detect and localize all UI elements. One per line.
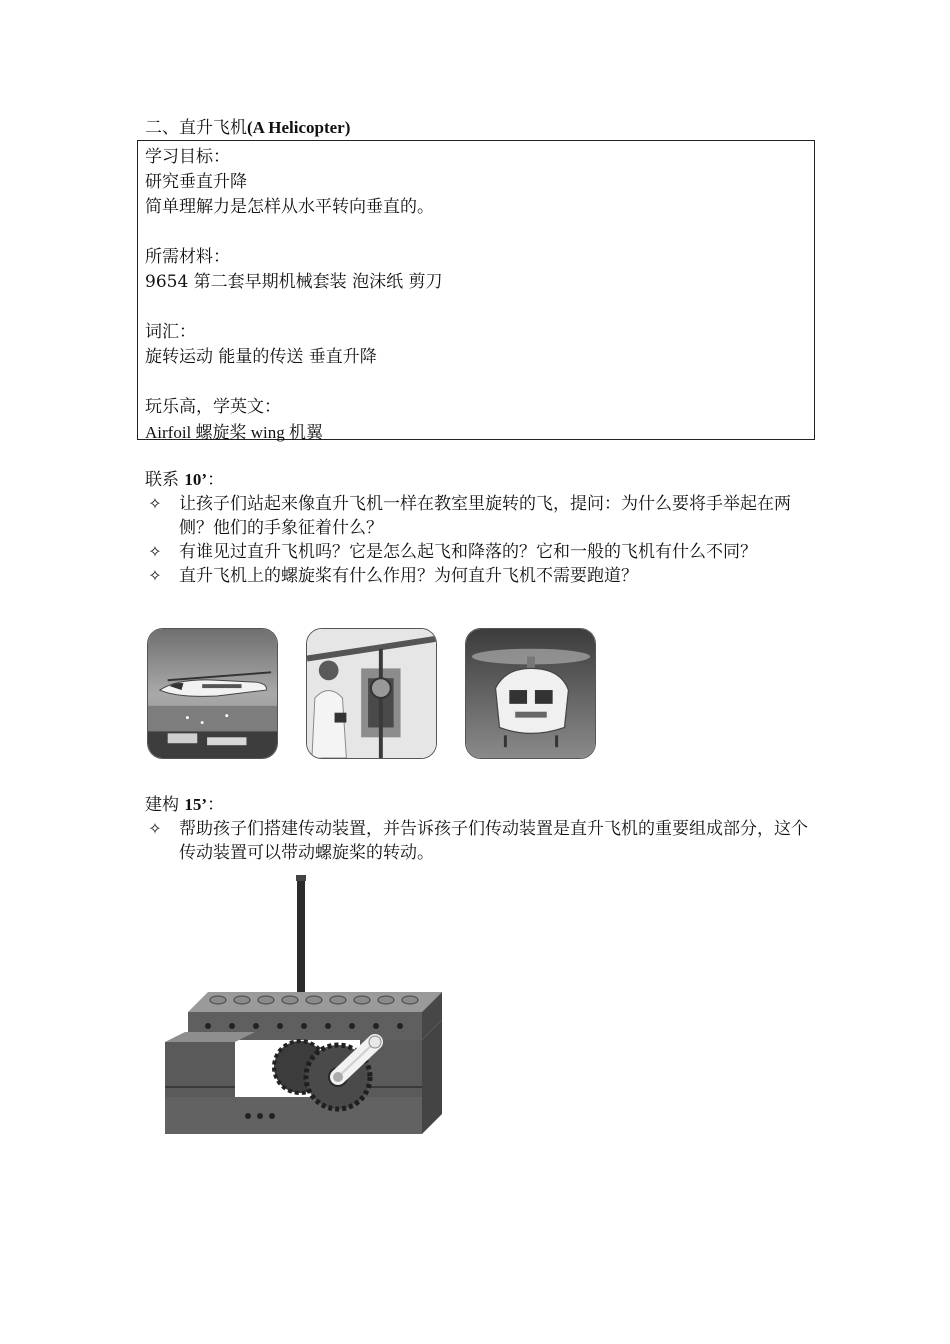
goal-item-1: 研究垂直升降 <box>145 172 247 192</box>
connect-item-1: ✧ 让孩子们站起来像直升飞机一样在教室里旋转的飞，提问：为什么要将手举起在两侧？他们的手象征着什么？ <box>145 492 815 540</box>
section-title <box>145 116 350 140</box>
construct-heading: 建构 15’： <box>145 795 225 815</box>
rescue-helicopter-photo <box>465 628 596 759</box>
connect-heading: 联系 10’： <box>145 470 225 490</box>
goal-item-2: 简单理解力是怎样从水平转向垂直的。 <box>145 197 434 217</box>
vocab-label: 词汇： <box>145 322 196 342</box>
section-title-cn: 二、直升飞机 <box>145 118 247 138</box>
diamond-bullet-icon: ✧ <box>148 819 162 838</box>
diamond-bullet-icon: ✧ <box>148 494 162 513</box>
section-title-en: (A Helicopter) <box>247 118 351 137</box>
mechanic-rotor-photo <box>306 628 437 759</box>
english-words: Airfoil 螺旋桨 wing 机翼 <box>145 423 324 442</box>
diamond-bullet-icon: ✧ <box>148 542 162 561</box>
helicopter-over-marina-photo <box>147 628 278 759</box>
lego-gear-transmission-photo <box>160 872 460 1152</box>
english-label: 玩乐高，学英文： <box>145 397 281 417</box>
connect-item-3: ✧ 直升飞机上的螺旋桨有什么作用？为何直升飞机不需要跑道？ <box>145 564 815 588</box>
goal-label: 学习目标： <box>145 147 230 167</box>
lesson-info-box <box>137 140 815 440</box>
connect-item-2: ✧ 有谁见过直升飞机吗？它是怎么起飞和降落的？它和一般的飞机有什么不同？ <box>145 540 815 564</box>
vocab-list: 旋转运动 能量的传送 垂直升降 <box>145 347 377 367</box>
connect-list <box>145 492 815 588</box>
materials-label: 所需材料： <box>145 247 230 267</box>
construct-list <box>145 817 815 865</box>
diamond-bullet-icon: ✧ <box>148 566 162 585</box>
materials-list: 9654 第二套早期机械套装 泡沫纸 剪刀 <box>145 272 443 292</box>
construct-item-1: ✧ 帮助孩子们搭建传动装置，并告诉孩子们传动装置是直升飞机的重要组成部分，这个传动装置可以带动螺旋桨的转动。 <box>145 817 815 865</box>
